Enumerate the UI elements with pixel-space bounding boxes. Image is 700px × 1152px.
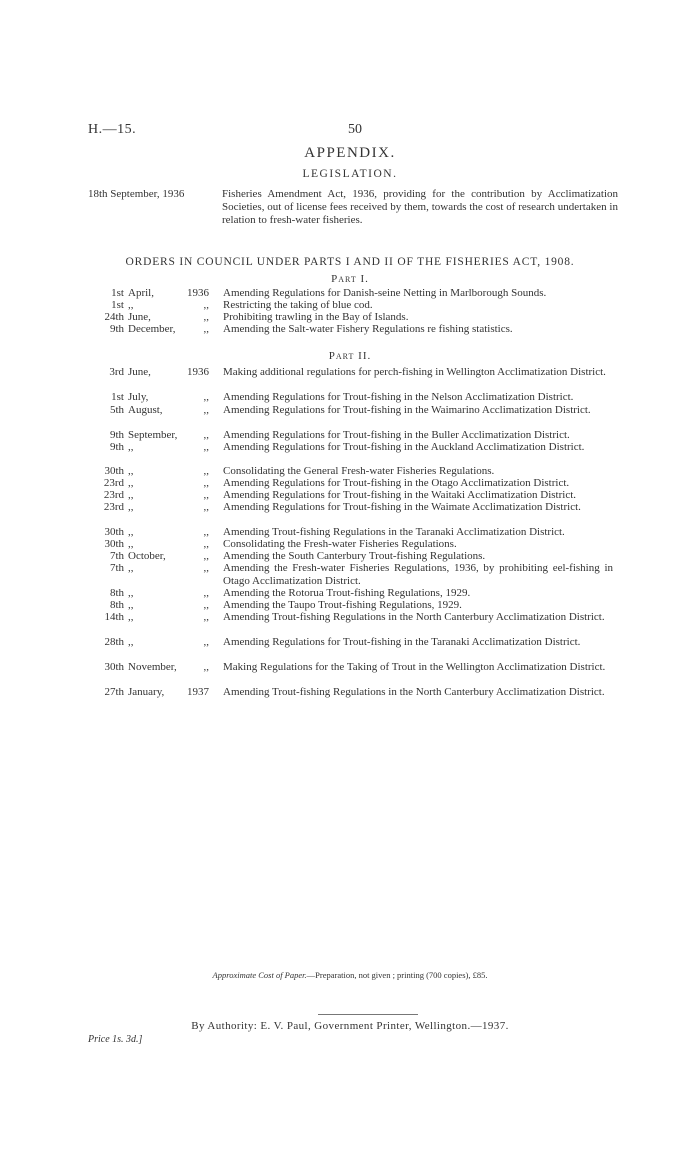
order-day: 8th bbox=[109, 587, 124, 599]
order-month: ,, bbox=[128, 299, 134, 311]
order-day: 30th bbox=[104, 538, 124, 550]
order-year: ,, bbox=[203, 311, 209, 323]
order-description: Amending the Rotorua Trout-fishing Regulations, 1929. bbox=[223, 587, 471, 599]
order-month: November, bbox=[128, 661, 177, 673]
document-code: H.—15. bbox=[88, 122, 137, 137]
order-month: ,, bbox=[128, 587, 134, 599]
order-month: June, bbox=[128, 311, 151, 323]
order-day: 14th bbox=[104, 611, 124, 623]
order-day: 7th bbox=[109, 562, 124, 574]
order-day: 9th bbox=[109, 429, 124, 441]
order-month: August, bbox=[128, 404, 163, 416]
legislation-heading: LEGISLATION. bbox=[302, 168, 398, 180]
order-year: ,, bbox=[203, 599, 209, 611]
appendix-title: APPENDIX. bbox=[304, 145, 396, 161]
orders-heading: ORDERS IN COUNCIL UNDER PARTS I AND II OF THE FISHERIES ACT, 1908. bbox=[125, 256, 575, 268]
order-description: Amending Regulations for Trout-fishing in the Otago Acclimatization District. bbox=[223, 477, 570, 489]
order-year: ,, bbox=[203, 661, 209, 673]
order-year: ,, bbox=[203, 587, 209, 599]
order-month: ,, bbox=[128, 465, 134, 477]
order-day: 28th bbox=[104, 636, 124, 648]
order-description: Amending the Taupo Trout-fishing Regulations, 1929. bbox=[223, 599, 462, 611]
cost-label: Approximate Cost of Paper. bbox=[212, 970, 307, 980]
order-month: September, bbox=[128, 429, 178, 441]
order-description: Amending Trout-fishing Regulations in the North Canterbury Acclimatization District. bbox=[223, 611, 605, 623]
order-description: Prohibiting trawling in the Bay of Islands. bbox=[223, 311, 409, 323]
authority-line: By Authority: E. V. Paul, Government Printer, Wellington.—1937. bbox=[191, 1020, 509, 1032]
order-month: December, bbox=[128, 323, 176, 335]
order-month: June, bbox=[128, 366, 151, 378]
order-description: Amending Regulations for Trout-fishing in the Taranaki Acclimatization District. bbox=[223, 636, 581, 648]
order-description: Making Regulations for the Taking of Trout in the Wellington Acclimatization District. bbox=[223, 661, 606, 673]
order-description: Amending Regulations for Trout-fishing in the Nelson Acclimatization District. bbox=[223, 391, 574, 403]
part-two-title: Part II. bbox=[328, 350, 372, 362]
order-year: ,, bbox=[203, 404, 209, 416]
footer-rule bbox=[318, 1014, 418, 1015]
order-year: 1936 bbox=[187, 366, 209, 378]
order-day: 23rd bbox=[103, 477, 124, 489]
order-description: Amending Regulations for Danish-seine Netting in Marlborough Sounds. bbox=[223, 287, 547, 299]
order-description: Making additional regulations for perch-fishing in Wellington Acclimatization District. bbox=[223, 366, 606, 378]
order-month: January, bbox=[128, 686, 165, 698]
order-month: ,, bbox=[128, 611, 134, 623]
order-day: 9th bbox=[109, 441, 124, 453]
order-day: 3rd bbox=[109, 366, 124, 378]
order-description: Amending Regulations for Trout-fishing in the Waitaki Acclimatization District. bbox=[223, 489, 577, 501]
order-day: 1st bbox=[111, 287, 124, 299]
order-description: Amending Trout-fishing Regulations in the Taranaki Acclimatization District. bbox=[223, 526, 565, 538]
order-month: ,, bbox=[128, 636, 134, 648]
part-one-title: Part I. bbox=[331, 273, 369, 285]
order-day: 30th bbox=[104, 661, 124, 673]
order-day: 5th bbox=[109, 404, 124, 416]
order-year: ,, bbox=[203, 538, 209, 550]
order-month: ,, bbox=[128, 441, 134, 453]
legislation-date: 18th September, 1936 bbox=[88, 188, 185, 200]
order-description: Amending Regulations for Trout-fishing in the Buller Acclimatization District. bbox=[223, 429, 570, 441]
order-day: 7th bbox=[109, 550, 124, 562]
order-day: 23rd bbox=[103, 489, 124, 501]
order-month: April, bbox=[128, 287, 154, 299]
order-year: ,, bbox=[203, 526, 209, 538]
order-year: ,, bbox=[203, 323, 209, 335]
order-description: Amending Regulations for Trout-fishing in the Waimate Acclimatization District. bbox=[223, 501, 581, 513]
order-day: 8th bbox=[109, 599, 124, 611]
order-description: Amending the Fresh-water Fisheries Regulations, 1936, by prohibiting eel-fishing in Otago Acclimatization District. bbox=[223, 562, 613, 587]
order-year: ,, bbox=[203, 477, 209, 489]
order-description: Consolidating the General Fresh-water Fisheries Regulations. bbox=[223, 465, 495, 477]
order-day: 30th bbox=[104, 465, 124, 477]
order-description: Consolidating the Fresh-water Fisheries Regulations. bbox=[223, 538, 457, 550]
order-month: ,, bbox=[128, 599, 134, 611]
order-year: ,, bbox=[203, 299, 209, 311]
order-year: 1936 bbox=[187, 287, 209, 299]
page-number: 50 bbox=[348, 122, 362, 137]
order-day: 9th bbox=[109, 323, 124, 335]
legislation-description: Fisheries Amendment Act, 1936, providing for the contribution by Acclimatization Societies, out of license fees received by them, towards the cost of research undertaken in relation to fresh-water fisheries. bbox=[222, 188, 618, 226]
order-day: 1st bbox=[111, 299, 124, 311]
order-description: Amending Trout-fishing Regulations in the North Canterbury Acclimatization District. bbox=[223, 686, 605, 698]
order-month: October, bbox=[128, 550, 166, 562]
order-year: ,, bbox=[203, 611, 209, 623]
order-month: ,, bbox=[128, 538, 134, 550]
order-year: ,, bbox=[203, 441, 209, 453]
order-description: Amending Regulations for Trout-fishing in the Waimarino Acclimatization District. bbox=[223, 404, 591, 416]
order-day: 23rd bbox=[103, 501, 124, 513]
cost-text: —Preparation, not given ; printing (700 copies), £85. bbox=[306, 970, 488, 980]
order-day: 1st bbox=[111, 391, 124, 403]
order-day: 30th bbox=[104, 526, 124, 538]
order-year: ,, bbox=[203, 501, 209, 513]
order-description: Amending the South Canterbury Trout-fishing Regulations. bbox=[223, 550, 486, 562]
order-year: ,, bbox=[203, 465, 209, 477]
order-day: 27th bbox=[104, 686, 124, 698]
order-month: ,, bbox=[128, 477, 134, 489]
order-month: July, bbox=[128, 391, 149, 403]
order-year: ,, bbox=[203, 550, 209, 562]
order-month: ,, bbox=[128, 526, 134, 538]
order-year: ,, bbox=[203, 636, 209, 648]
order-year: ,, bbox=[203, 391, 209, 403]
order-year: 1937 bbox=[187, 686, 209, 698]
order-year: ,, bbox=[203, 562, 209, 574]
price-note: Price 1s. 3d.] bbox=[88, 1034, 143, 1045]
order-month: ,, bbox=[128, 501, 134, 513]
order-year: ,, bbox=[203, 429, 209, 441]
cost-note bbox=[0, 970, 700, 980]
order-day: 24th bbox=[104, 311, 124, 323]
order-description: Restricting the taking of blue cod. bbox=[223, 299, 373, 311]
order-description: Amending the Salt-water Fishery Regulations re fishing statistics. bbox=[223, 323, 513, 335]
order-year: ,, bbox=[203, 489, 209, 501]
order-month: ,, bbox=[128, 489, 134, 501]
order-month: ,, bbox=[128, 562, 134, 574]
order-description: Amending Regulations for Trout-fishing in the Auckland Acclimatization District. bbox=[223, 441, 585, 453]
